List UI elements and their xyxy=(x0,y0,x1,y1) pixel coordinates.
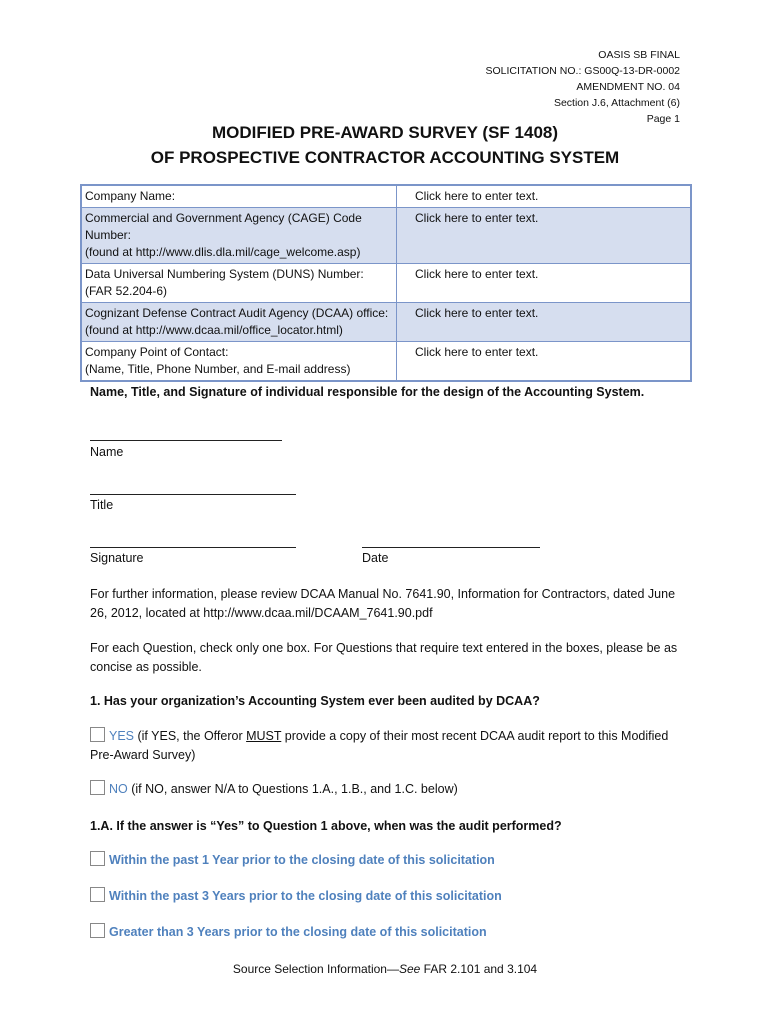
q1-no-option: NO (if NO, answer N/A to Questions 1.A., 1.B., and 1.C. below) xyxy=(90,780,690,799)
company-name-field[interactable]: Click here to enter text. xyxy=(397,185,692,208)
duns-number-label: Data Universal Numbering System (DUNS) Number: (FAR 52.204-6) xyxy=(81,264,397,303)
date-label: Date xyxy=(362,551,389,565)
signature-blank-line[interactable] xyxy=(90,547,296,548)
yes-label: YES xyxy=(109,729,135,743)
no-label: NO xyxy=(109,782,128,796)
must-emphasis: MUST xyxy=(246,729,282,743)
table-row xyxy=(81,303,691,342)
title-label: Title xyxy=(90,498,114,512)
header-line-4: Section J.6, Attachment (6) xyxy=(553,97,680,109)
q1a-over-3-years-checkbox[interactable] xyxy=(90,923,105,938)
table-row xyxy=(81,264,691,303)
document-title-line-2: OF PROSPECTIVE CONTRACTOR ACCOUNTING SYSTEM xyxy=(150,148,620,167)
company-info-table xyxy=(80,184,692,382)
date-blank-line[interactable] xyxy=(362,547,540,548)
q1a-option-1-year: Within the past 1 Year prior to the closing date of this solicitation xyxy=(90,851,690,870)
signature-section-heading: Name, Title, and Signature of individual responsible for the design of the Accounting System. xyxy=(90,385,645,399)
q1-no-checkbox[interactable] xyxy=(90,780,105,795)
point-of-contact-field[interactable]: Click here to enter text. xyxy=(397,342,692,382)
name-blank-line[interactable] xyxy=(90,440,282,441)
question-1a: 1.A. If the answer is “Yes” to Question 1 above, when was the audit performed? xyxy=(90,819,562,833)
q1a-option-3-years: Within the past 3 Years prior to the closing date of this solicitation xyxy=(90,887,690,906)
q1a-1-year-checkbox[interactable] xyxy=(90,851,105,866)
further-information-paragraph: For further information, please review DCAA Manual No. 7641.90, Information for Contractors, dated June 26, 2012, located at http://www.dcaa.mil/DCAAM_7641.90.pdf xyxy=(90,587,676,620)
cage-code-field[interactable]: Click here to enter text. xyxy=(397,208,692,264)
q1-yes-option: YES (if YES, the Offeror MUST provide a copy of their most recent DCAA audit report to this Modified Pre-Award Survey) xyxy=(90,729,669,762)
name-label: Name xyxy=(90,445,124,459)
q1-yes-checkbox[interactable] xyxy=(90,727,105,742)
table-row xyxy=(81,342,691,382)
title-blank-line[interactable] xyxy=(90,494,296,495)
header-line-2: SOLICITATION NO.: GS00Q-13-DR-0002 xyxy=(485,65,680,77)
header-line-5: Page 1 xyxy=(646,113,680,125)
page-footer: Source Selection Information—See FAR 2.101 and 3.104 xyxy=(232,962,538,976)
q1a-3-years-checkbox[interactable] xyxy=(90,887,105,902)
cage-code-label: Commercial and Government Agency (CAGE) Code Number: (found at http://www.dlis.dla.mil/cage_welcome.asp) xyxy=(81,208,397,264)
signature-label: Signature xyxy=(90,551,144,565)
header-line-1: OASIS SB FINAL xyxy=(598,49,680,61)
table-row xyxy=(81,185,691,208)
header-line-3: AMENDMENT NO. 04 xyxy=(576,81,680,93)
question-1: 1. Has your organization’s Accounting System ever been audited by DCAA? xyxy=(90,694,540,708)
q1a-option-over-3-years: Greater than 3 Years prior to the closing date of this solicitation xyxy=(90,923,690,942)
dcaa-office-field[interactable]: Click here to enter text. xyxy=(397,303,692,342)
company-name-label: Company Name: xyxy=(81,185,397,208)
document-title-line-1: MODIFIED PRE-AWARD SURVEY (SF 1408) xyxy=(211,123,559,142)
point-of-contact-label: Company Point of Contact: (Name, Title, Phone Number, and E-mail address) xyxy=(81,342,397,382)
instructions-paragraph: For each Question, check only one box. For Questions that require text entered in the boxes, please be as concise as possible. xyxy=(90,641,678,674)
dcaa-office-label: Cognizant Defense Contract Audit Agency (DCAA) office: (found at http://www.dcaa.mil/office_locator.html) xyxy=(81,303,397,342)
table-row xyxy=(81,208,691,264)
document-header xyxy=(486,47,681,127)
duns-number-field[interactable]: Click here to enter text. xyxy=(397,264,692,303)
